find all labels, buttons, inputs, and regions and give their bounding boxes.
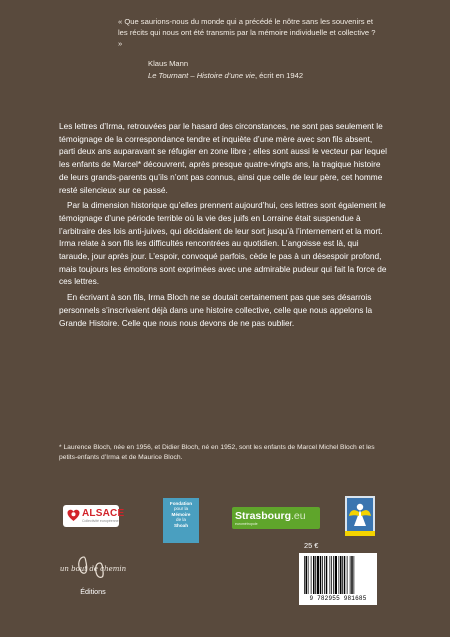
fms-line-1: Fondation <box>169 501 193 506</box>
barcode-bar <box>351 556 353 594</box>
barcode-bar <box>306 556 308 594</box>
strasbourg-logo-tagline: eurométropole <box>235 522 258 526</box>
fondation-memoire-shoah-logo <box>163 498 199 543</box>
blurb-paragraph-1: Les lettres d’Irma, retrouvées par le hasard des circonstances, ne sont pas seulement le témoignage de la correspondance tendre et inquiète d’une mère avec son fils absent, parti deux ans auparavant se réfugier en zone libre ; elles sont aussi le vecteur par lequel les enfants de Marcel* découvrent, après presque quatre-vingts ans, la tragique histoire de leurs grands-parents qu’ils n’ont pas connus, ainsi que celle de leur père, cet homme resté silencieux sur ce passé. <box>59 121 387 195</box>
publisher-logo <box>58 553 128 603</box>
epigraph-author: Klaus Mann <box>148 59 189 68</box>
barcode-bar <box>315 556 316 594</box>
epigraph-quote: « Que saurions-nous du monde qui a précédé le nôtre sans les souvenirs et les récits qui nous ont été transmis par la mémoire individuelle et collective ? » <box>118 17 376 48</box>
barcode-bar <box>354 556 355 594</box>
barcode-bar <box>335 556 337 594</box>
publisher-logo-text: un bout de chemin <box>59 565 127 573</box>
angel-emblem-logo <box>345 496 375 536</box>
price: 25 € <box>304 541 319 550</box>
strasbourg-logo-name <box>235 510 306 522</box>
barcode-bar <box>317 556 319 594</box>
angel-icon <box>347 498 373 531</box>
barcode-bar <box>308 556 309 594</box>
barcode-bar <box>344 556 346 594</box>
barcode-bar <box>324 556 325 594</box>
blurb <box>59 120 389 332</box>
blurb-paragraph-3: En écrivant à son fils, Irma Bloch ne se doutait certainement pas que ses désarrois personnels s’inscrivaient déjà dans une histoire collective, celle que nous appelons la Grande Histoire. Celle que nous nous devons de ne pas oublier. <box>59 292 373 328</box>
barcode-bar <box>304 556 305 594</box>
angel-emblem-band <box>345 531 375 536</box>
epigraph-source-suffix: , écrit en 1942 <box>254 71 304 80</box>
barcode-bar <box>333 556 334 594</box>
epigraph <box>118 16 378 81</box>
publisher-editions: Éditions <box>80 587 106 596</box>
barcode-bars <box>303 556 373 594</box>
fms-line-2: pour la <box>173 506 189 512</box>
fms-line-4: de la <box>176 517 186 523</box>
barcode-bar <box>330 556 331 594</box>
isbn-barcode <box>299 553 377 605</box>
barcode-bar <box>347 556 348 594</box>
footnote: * Laurence Bloch, née en 1956, et Didier Bloch, né en 1952, sont les enfants de Marcel Michel Bloch et les petits-enfants d’Irma et de Maurice Bloch. <box>59 444 375 461</box>
barcode-bar <box>320 556 322 594</box>
isbn-digits: 9 782955 981685 <box>309 595 367 602</box>
barcode-bar <box>340 556 342 594</box>
barcode-bar <box>311 556 312 594</box>
fms-line-5: Shoah <box>173 522 189 528</box>
alsace-logo-name: ALSACE <box>82 508 125 519</box>
epigraph-source <box>148 70 378 81</box>
blurb-paragraph-2: Par la dimension historique qu’elles prennent aujourd’hui, ces lettres sont également le témoignage d’une période terrible où la vie des juifs en Lorraine était suspendue à l’arbitraire des lois anti-juives, qui décidaient de leur sort jusqu’à l’internement et la mort. Irma relate à son fils les difficultés rencontrées au quotidien. L’angoisse est là, qui taraude, jour après jour. L’espoir, convoqué parfois, cède le pas à un désespoir profond, mais toujours les émotions sont exprimées avec une admirable pudeur qui fait la force de ces lettres. <box>59 200 387 287</box>
strasbourg-suffix: .eu <box>291 510 306 522</box>
barcode-bar <box>313 556 315 594</box>
heart-icon <box>67 509 80 522</box>
alsace-logo-tagline: Collectivité européenne <box>82 519 119 523</box>
epigraph-source-title: Le Tournant – Histoire d’une vie <box>148 71 255 80</box>
barcode-bar <box>331 556 332 594</box>
barcode-bar <box>350 556 351 594</box>
strasbourg-logo <box>232 507 320 529</box>
strasbourg-name: Strasbourg <box>235 510 292 522</box>
barcode-bar <box>339 556 340 594</box>
angel-emblem-field <box>347 498 373 531</box>
barcode-bar <box>342 556 343 594</box>
alsace-logo <box>63 505 125 527</box>
barcode-bar <box>326 556 328 594</box>
fms-line-3: Mémoire <box>171 511 191 517</box>
barcode-bar <box>322 556 323 594</box>
